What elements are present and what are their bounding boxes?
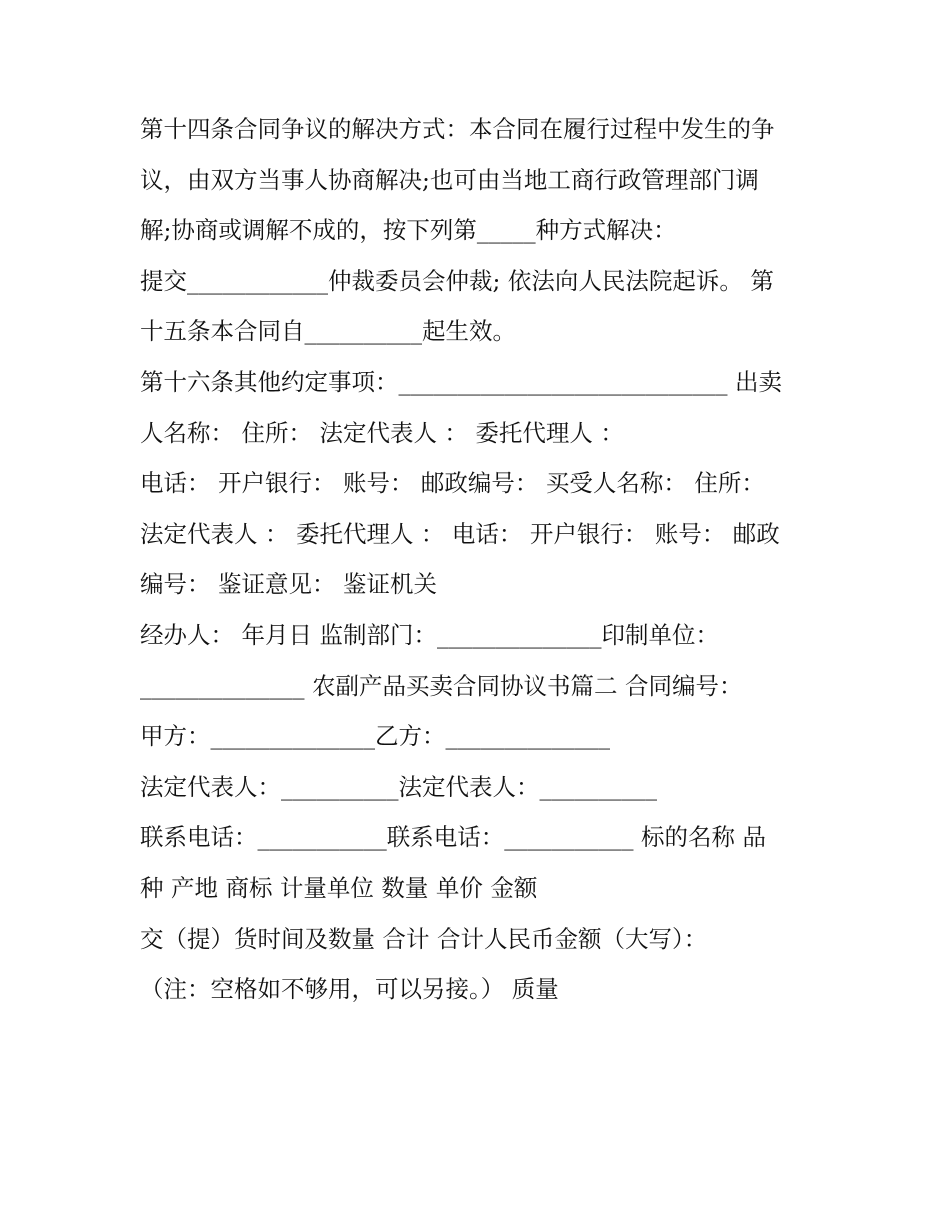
- text-line-seller-info: 人名称： 住所： 法定代表人 ： 委托代理人 ：: [140, 418, 624, 447]
- text-line-legal-representatives: 法定代表人：__________法定代表人：__________: [140, 772, 657, 801]
- text-line-buyer-info: 法定代表人 ： 委托代理人 ： 电话： 开户银行： 账号： 邮政: [140, 519, 780, 548]
- text-line-resolution-method: 解;协商或调解不成的，按下列第_____种方式解决：: [140, 216, 677, 245]
- text-line-phone-numbers: 联系电话：___________联系电话：___________ 标的名称 品: [140, 823, 766, 852]
- text-line-seller-contact: 电话： 开户银行： 账号： 邮政编号： 买受人名称： 住所：: [140, 469, 765, 498]
- text-line-supervision: 经办人： 年月日 监制部门：______________印制单位：: [140, 620, 719, 649]
- text-line-effective-date: 十五条本合同自__________起生效。: [140, 317, 516, 346]
- text-line-note-quality: （注：空格如不够用，可以另接。） 质量: [140, 975, 559, 1004]
- text-line-table-columns: 种 产地 商标 计量单位 数量 单价 金额: [140, 873, 538, 902]
- text-line-parties: 甲方：______________乙方：______________: [140, 722, 610, 751]
- text-line-other-matters: 第十六条其他约定事项：____________________________ 出卖: [140, 367, 782, 396]
- text-line-arbitration: 提交____________仲裁委员会仲裁; 依法向人民法院起诉。 第: [140, 266, 774, 295]
- text-line-contract-title-2: ______________ 农副产品买卖合同协议书篇二 合同编号：: [140, 671, 743, 700]
- text-line-negotiation: 议，由双方当事人协商解决;也可由当地工商行政管理部门调: [140, 165, 759, 194]
- text-line-dispute-resolution: 第十四条合同争议的解决方式：本合同在履行过程中发生的争: [140, 115, 775, 143]
- text-line-delivery-total: 交（提）货时间及数量 合计 合计人民币金额（大写）：: [140, 924, 708, 953]
- document-body: [140, 104, 820, 1015]
- text-line-authentication: 编号： 鉴证意见： 鉴证机关: [140, 570, 437, 599]
